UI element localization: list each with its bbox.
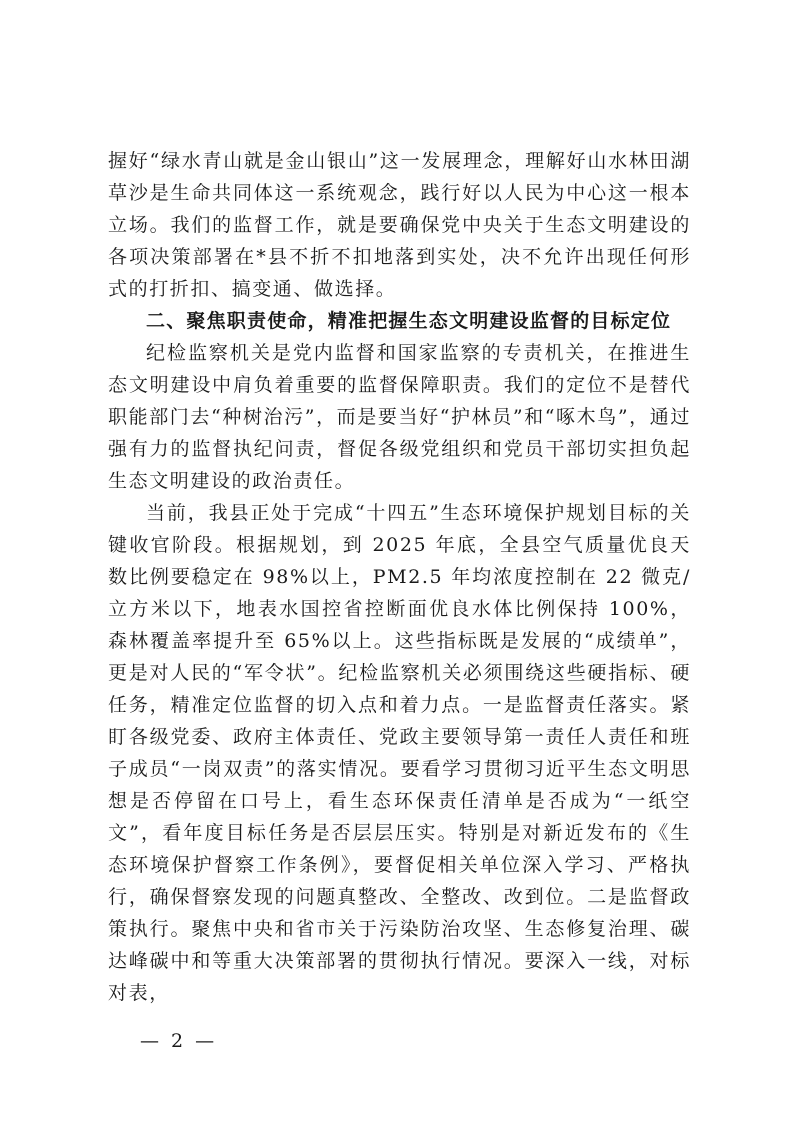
document-page	[108, 145, 691, 1009]
paragraph-continuation: 握好“绿水青山就是金山银山”这一发展理念，理解好山水林田湖草沙是生命共同体这一系统观念，践行好以人民为中心这一根本立场。我们的监督工作，就是要确保党中央关于生态文明建设的各项决策部署在*县不折不扣地落到实处，决不允许出现任何形式的打折扣、搞变通、做选择。	[108, 150, 691, 300]
page-number: — 2 —	[140, 1030, 218, 1052]
section-heading: 二、聚焦职责使命，精准把握生态文明建设监督的目标定位	[146, 310, 672, 332]
paragraph-current-targets: 当前，我县正处于完成“十四五”生态环境保护规划目标的关键收官阶段。根据规划，到 2025 年底，全县空气质量优良天数比例要稳定在 98%以上，PM2.5 年均浓度控制在 22 微克/立方米以下，地表水国控省控断面优良水体比例保持 100%，森林覆盖率提升至 65%以上。这些指标既是发展的“成绩单”，更是对人民的“军令状”。纪检监察机关必须围绕这些硬指标、硬任务，精准定位监督的切入点和着力点。一是监督责任落实。紧盯各级党委、政府主体责任、党政主要领导第一责任人责任和班子成员“一岗双责”的落实情况。要看学习贯彻习近平生态文明思想是否停留在口号上，看生态环保责任清单是否成为“一纸空文”，看年度目标任务是否层层压实。特别是对新近发布的《生态环境保护督察工作条例》，要督促相关单位深入学习、严格执行，确保督察发现的问题真整改、全整改、改到位。二是监督政策执行。聚焦中央和省市关于污染防治攻坚、生态修复治理、碳达峰碳中和等重大决策部署的贯彻执行情况。要深入一线，对标对表，	[108, 502, 691, 1004]
paragraph-role-definition: 纪检监察机关是党内监督和国家监察的专责机关，在推进生态文明建设中肩负着重要的监督保障职责。我们的定位不是替代职能部门去“种树治污”，而是要当好“护林员”和“啄木鸟”，通过强有力的监督执纪问责，督促各级党组织和党员干部切实担负起生态文明建设的政治责任。	[108, 342, 691, 492]
